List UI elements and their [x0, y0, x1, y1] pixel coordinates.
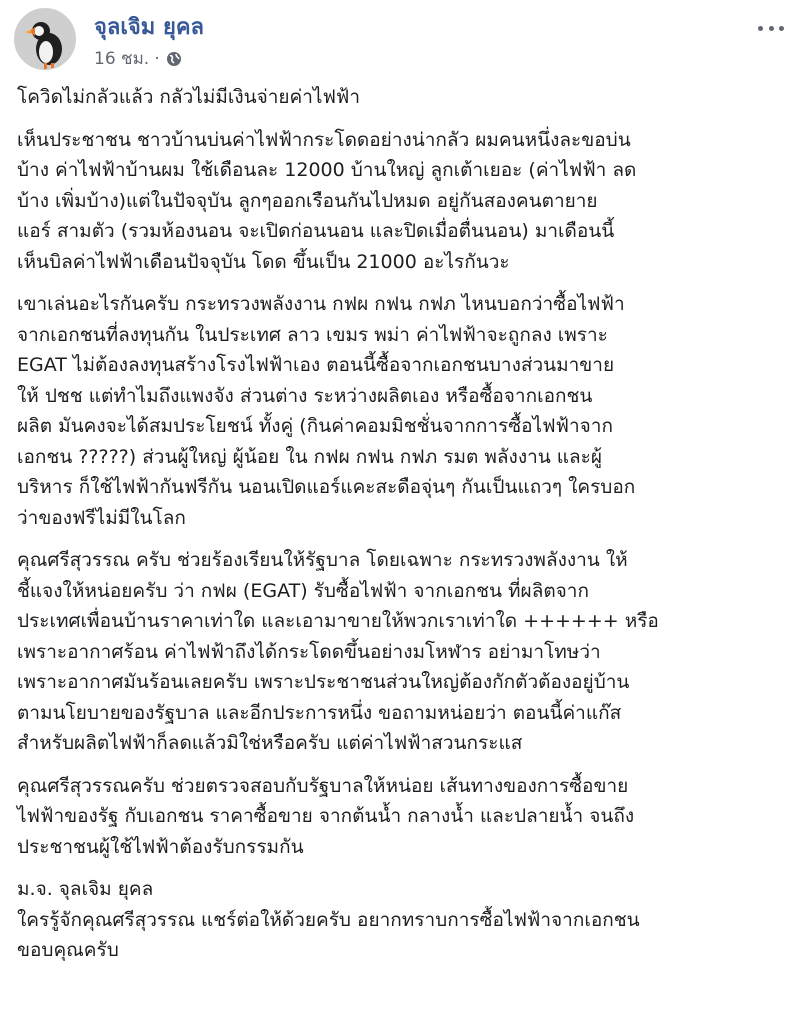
more-options-dot: [769, 26, 774, 31]
text-line: เพราะอากาศร้อน ค่าไฟฟ้าถึงได้กระโดดขึ้นอย่างมโหฬาร อย่ามาโทษว่า: [17, 640, 601, 663]
post-paragraph-2: [17, 289, 791, 533]
author-avatar[interactable]: [14, 8, 76, 70]
text-line: EGAT ไม่ต้องลงทุนสร้างโรงไฟฟ้าเอง ตอนนี้ซื้อจากเอกชนบางส่วนมาขาย: [17, 354, 615, 376]
text-line: ประเทศเพื่อนบ้านราคาเท่าใด และเอามาขายให้พวกเราเท่าใด ++++++ หรือ: [17, 610, 659, 632]
text-line: สำหรับผลิตไฟฟ้าก็ลดแล้วมิใช่หรือครับ แต่ค่าไฟฟ้าสวนกระแส: [17, 732, 523, 754]
post-timestamp[interactable]: 16 ชม.: [94, 49, 150, 69]
text-line: ม.จ. จุลเจิม ยุคล: [17, 878, 154, 900]
text-line: ไฟฟ้าของรัฐ กับเอกชน ราคาซื้อขาย จากต้นน้ำ กลางน้ำ และปลายน้ำ จนถึง: [17, 805, 635, 827]
text-line: ประชาชนผู้ใช้ไฟฟ้าต้องรับกรรมกัน: [17, 835, 304, 858]
post-title: โควิดไม่กลัวแล้ว กลัวไม่มีเงินจ่ายค่าไฟฟ้า: [17, 86, 361, 108]
meta-separator: ·: [154, 49, 160, 69]
text-line: ใครรู้จักคุณศรีสุวรรณ แชร์ต่อให้ด้วยครับ อยากทราบการซื้อไฟฟ้าจากเอกชน: [17, 908, 640, 931]
text-line: บ้าง เพิ่มบ้าง)แต่ในปัจจุบัน ลูกๆออกเรือนกันไปหมด อยู่กันสองคนตายาย: [17, 189, 598, 212]
text-line: เห็นประชาชน ชาวบ้านบ่นค่าไฟฟ้ากระโดดอย่างน่ากลัว ผมคนหนึ่งละขอบ่น: [17, 128, 631, 151]
text-line: เอกชน ?????) ส่วนผู้ใหญ่ ผู้น้อย ใน กฟผ กฟน กฟภ รมต พลังงาน และผู้: [17, 445, 603, 468]
text-line: บริหาร ก็ใช้ไฟฟ้ากันฟรีกัน นอนเปิดแอร์แคะสะดือจุ่นๆ กันเป็นแถวๆ ใครบอก: [17, 476, 636, 498]
text-line: ให้ ปชช แต่ทำไมถึงแพงจัง ส่วนต่าง ระหว่างผลิตเอง หรือซื้อจากเอกชน: [17, 384, 593, 407]
text-line: ชี้แจงให้หน่อยครับ ว่า กฟผ (EGAT) รับซื้อไฟฟ้า จากเอกชน ที่ผลิตจาก: [17, 579, 589, 602]
more-options-dot: [779, 26, 784, 31]
post-paragraph-3: [17, 545, 791, 759]
text-line: คุณศรีสุวรรณ ครับ ช่วยร้องเรียนให้รัฐบาล โดยเฉพาะ กระทรวงพลังงาน ให้: [17, 549, 628, 571]
post-meta: [94, 48, 182, 70]
puffin-avatar-icon: [15, 9, 76, 70]
post-paragraph-4: [17, 771, 791, 863]
text-line: คุณศรีสุวรรณครับ ช่วยตรวจสอบกับรัฐบาลให้หน่อย เส้นทางของการซื้อขาย: [17, 774, 629, 797]
more-options-icon: [758, 26, 763, 31]
post-content: [17, 82, 791, 966]
post-paragraph-1: [17, 125, 791, 278]
post-paragraph-5: [17, 874, 791, 966]
author-name[interactable]: จุลเจิม ยุคล: [94, 15, 205, 40]
globe-icon[interactable]: [166, 51, 182, 67]
text-line: เขาเล่นอะไรกันครับ กระทรวงพลังงาน กฟผ กฟน กฟภ ไหนบอกว่าซื้อไฟฟ้า: [17, 293, 625, 315]
text-line: ผลิต มันคงจะได้สมประโยชน์ ทั้งคู่ (กินค่าคอมมิชชั่นจากการซื้อไฟฟ้าจาก: [17, 415, 613, 437]
text-line: แอร์ สามตัว (รวมห้องนอน จะเปิดก่อนนอน และปิดเมื่อตื่นนอน) มาเดือนนี้: [17, 220, 615, 242]
post-header: [14, 8, 786, 74]
text-line: เพราะอากาศมันร้อนเลยครับ เพราะประชาชนส่วนใหญ่ต้องกักตัวต้องอยู่บ้าน: [17, 671, 630, 693]
text-line: เห็นบิลค่าไฟฟ้าเดือนปัจจุบัน โดด ขึ้นเป็น 21000 อะไรกันวะ: [17, 250, 510, 273]
text-line: ตามนโยบายของรัฐบาล และอีกประการหนึ่ง ขอถามหน่อยว่า ตอนนี้ค่าแก๊ส: [17, 701, 622, 724]
text-line: บ้าง ค่าไฟฟ้าบ้านผม ใช้เดือนละ 12000 บ้านใหญ่ ลูกเต้าเยอะ (ค่าไฟฟ้า ลด: [17, 159, 637, 181]
text-line: ขอบคุณครับ: [17, 939, 119, 961]
text-line: ว่าของฟรีไม่มีในโลก: [17, 506, 186, 529]
text-line: จากเอกชนที่ลงทุนกัน ในประเทศ ลาว เขมร พม่า ค่าไฟฟ้าจะถูกลง เพราะ: [17, 323, 608, 346]
more-options-button[interactable]: [756, 18, 786, 38]
